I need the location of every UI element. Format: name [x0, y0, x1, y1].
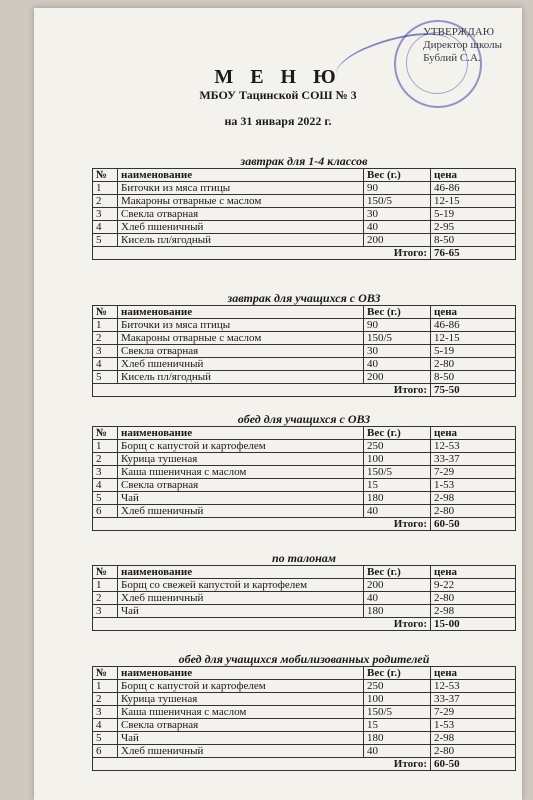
total-row: [93, 618, 516, 631]
table-row: [93, 693, 516, 706]
row-name: Кисель пл/ягодный: [118, 371, 364, 384]
row-price: 2-80: [431, 745, 516, 758]
row-weight: 200: [364, 234, 431, 247]
table-row: [93, 579, 516, 592]
row-price: 8-50: [431, 234, 516, 247]
header-price: цена: [431, 306, 516, 319]
row-num: 5: [93, 371, 118, 384]
header-num: №: [93, 169, 118, 182]
header-weight: Вес (г.): [364, 427, 431, 440]
total-value: 15-00: [431, 618, 516, 631]
row-weight: 90: [364, 182, 431, 195]
menu-table: [92, 168, 516, 260]
total-label: Итого:: [93, 518, 431, 531]
table-header-row: [93, 306, 516, 319]
section-caption: обед для учащихся мобилизованных родителей: [178, 652, 430, 666]
section-caption: завтрак для учащихся с ОВЗ: [227, 291, 381, 305]
row-num: 1: [93, 680, 118, 693]
total-value: 60-50: [431, 518, 516, 531]
row-weight: 200: [364, 579, 431, 592]
menu-section: [92, 154, 516, 260]
row-weight: 200: [364, 371, 431, 384]
section-caption: завтрак для 1-4 классов: [240, 154, 368, 168]
row-num: 2: [93, 693, 118, 706]
menu-table: [92, 426, 516, 531]
school-name: МБОУ Тацинской СОШ № 3: [199, 88, 357, 102]
row-weight: 150/5: [364, 195, 431, 208]
row-price: 7-29: [431, 466, 516, 479]
row-num: 2: [93, 592, 118, 605]
row-num: 6: [93, 505, 118, 518]
header-price: цена: [431, 667, 516, 680]
table-row: [93, 505, 516, 518]
menu-section: [92, 412, 516, 531]
row-price: 33-37: [431, 453, 516, 466]
row-price: 2-95: [431, 221, 516, 234]
row-price: 12-53: [431, 440, 516, 453]
row-name: Хлеб пшеничный: [118, 592, 364, 605]
row-weight: 180: [364, 605, 431, 618]
header-num: №: [93, 427, 118, 440]
header-name: наименование: [118, 667, 364, 680]
row-num: 4: [93, 479, 118, 492]
total-row: [93, 758, 516, 771]
table-header-row: [93, 667, 516, 680]
menu-section: [92, 291, 516, 397]
row-name: Хлеб пшеничный: [118, 221, 364, 234]
row-weight: 180: [364, 492, 431, 505]
row-weight: 40: [364, 505, 431, 518]
header-weight: Вес (г.): [364, 566, 431, 579]
row-price: 5-19: [431, 208, 516, 221]
table-row: [93, 732, 516, 745]
table-row: [93, 221, 516, 234]
row-name: Свекла отварная: [118, 208, 364, 221]
approval-block: [423, 26, 502, 65]
table-row: [93, 234, 516, 247]
table-row: [93, 453, 516, 466]
row-price: 5-19: [431, 345, 516, 358]
row-num: 5: [93, 732, 118, 745]
row-name: Свекла отварная: [118, 345, 364, 358]
header-price: цена: [431, 566, 516, 579]
row-price: 2-98: [431, 732, 516, 745]
row-price: 2-98: [431, 492, 516, 505]
row-num: 1: [93, 182, 118, 195]
table-row: [93, 332, 516, 345]
row-name: Макароны отварные с маслом: [118, 332, 364, 345]
row-price: 1-53: [431, 719, 516, 732]
row-num: 4: [93, 719, 118, 732]
row-num: 3: [93, 605, 118, 618]
row-name: Борщ с капустой и картофелем: [118, 440, 364, 453]
row-price: 7-29: [431, 706, 516, 719]
menu-table: [92, 305, 516, 397]
row-num: 3: [93, 345, 118, 358]
row-num: 5: [93, 492, 118, 505]
row-name: Каша пшеничная с маслом: [118, 706, 364, 719]
table-row: [93, 182, 516, 195]
total-label: Итого:: [93, 758, 431, 771]
total-value: 60-50: [431, 758, 516, 771]
row-price: 2-98: [431, 605, 516, 618]
menu-table: [92, 565, 516, 631]
table-row: [93, 466, 516, 479]
approval-line-1: УТВЕРЖДАЮ: [423, 26, 495, 38]
row-price: 2-80: [431, 592, 516, 605]
row-name: Чай: [118, 732, 364, 745]
table-row: [93, 706, 516, 719]
row-num: 4: [93, 221, 118, 234]
menu-section: [92, 652, 516, 771]
row-name: Макароны отварные с маслом: [118, 195, 364, 208]
row-weight: 40: [364, 221, 431, 234]
table-row: [93, 680, 516, 693]
row-weight: 40: [364, 358, 431, 371]
menu-page: [34, 8, 522, 800]
row-price: 46-86: [431, 319, 516, 332]
header-price: цена: [431, 169, 516, 182]
total-row: [93, 518, 516, 531]
total-label: Итого:: [93, 618, 431, 631]
row-num: 2: [93, 195, 118, 208]
row-name: Биточки из мяса птицы: [118, 319, 364, 332]
table-row: [93, 605, 516, 618]
menu-date: на 31 января 2022 г.: [224, 114, 332, 128]
table-row: [93, 345, 516, 358]
table-row: [93, 745, 516, 758]
table-row: [93, 719, 516, 732]
table-row: [93, 208, 516, 221]
row-price: 9-22: [431, 579, 516, 592]
row-num: 4: [93, 358, 118, 371]
header-weight: Вес (г.): [364, 667, 431, 680]
row-num: 1: [93, 319, 118, 332]
row-num: 3: [93, 706, 118, 719]
row-weight: 150/5: [364, 466, 431, 479]
row-num: 3: [93, 208, 118, 221]
table-row: [93, 440, 516, 453]
total-value: 75-50: [431, 384, 516, 397]
row-price: 8-50: [431, 371, 516, 384]
row-price: 2-80: [431, 358, 516, 371]
row-name: Курица тушеная: [118, 453, 364, 466]
header-num: №: [93, 306, 118, 319]
row-num: 6: [93, 745, 118, 758]
row-weight: 15: [364, 479, 431, 492]
row-weight: 100: [364, 693, 431, 706]
approval-line-2: Директор школы: [423, 39, 502, 51]
header-num: №: [93, 667, 118, 680]
row-name: Борщ со свежей капустой и картофелем: [118, 579, 364, 592]
header-name: наименование: [118, 566, 364, 579]
row-price: 33-37: [431, 693, 516, 706]
row-name: Свекла отварная: [118, 719, 364, 732]
row-weight: 30: [364, 208, 431, 221]
menu-title: М Е Н Ю: [214, 66, 342, 88]
table-row: [93, 358, 516, 371]
row-name: Хлеб пшеничный: [118, 358, 364, 371]
header-weight: Вес (г.): [364, 306, 431, 319]
row-name: Хлеб пшеничный: [118, 505, 364, 518]
table-row: [93, 319, 516, 332]
total-row: [93, 384, 516, 397]
row-price: 12-15: [431, 332, 516, 345]
row-num: 1: [93, 579, 118, 592]
row-price: 1-53: [431, 479, 516, 492]
approval-line-3: Бублий С.А.: [423, 52, 481, 64]
total-label: Итого:: [93, 247, 431, 260]
row-weight: 250: [364, 440, 431, 453]
row-num: 2: [93, 453, 118, 466]
row-price: 12-15: [431, 195, 516, 208]
table-row: [93, 371, 516, 384]
header-name: наименование: [118, 427, 364, 440]
row-name: Кисель пл/ягодный: [118, 234, 364, 247]
header-price: цена: [431, 427, 516, 440]
total-value: 76-65: [431, 247, 516, 260]
row-weight: 30: [364, 345, 431, 358]
row-price: 46-86: [431, 182, 516, 195]
table-row: [93, 479, 516, 492]
row-num: 2: [93, 332, 118, 345]
table-row: [93, 195, 516, 208]
row-weight: 40: [364, 745, 431, 758]
header-weight: Вес (г.): [364, 169, 431, 182]
table-header-row: [93, 169, 516, 182]
total-row: [93, 247, 516, 260]
row-weight: 100: [364, 453, 431, 466]
row-weight: 15: [364, 719, 431, 732]
row-price: 12-53: [431, 680, 516, 693]
row-num: 1: [93, 440, 118, 453]
header-name: наименование: [118, 306, 364, 319]
row-weight: 150/5: [364, 332, 431, 345]
row-weight: 180: [364, 732, 431, 745]
menu-table: [92, 666, 516, 771]
table-header-row: [93, 427, 516, 440]
row-num: 3: [93, 466, 118, 479]
table-row: [93, 592, 516, 605]
menu-section: [92, 551, 516, 631]
header-name: наименование: [118, 169, 364, 182]
row-name: Курица тушеная: [118, 693, 364, 706]
row-num: 5: [93, 234, 118, 247]
row-name: Борщ с капустой и картофелем: [118, 680, 364, 693]
section-caption: обед для учащихся с ОВЗ: [237, 412, 371, 426]
row-price: 2-80: [431, 505, 516, 518]
row-weight: 40: [364, 592, 431, 605]
row-weight: 150/5: [364, 706, 431, 719]
row-name: Хлеб пшеничный: [118, 745, 364, 758]
row-name: Каша пшеничная с маслом: [118, 466, 364, 479]
row-name: Биточки из мяса птицы: [118, 182, 364, 195]
row-weight: 90: [364, 319, 431, 332]
header-num: №: [93, 566, 118, 579]
row-weight: 250: [364, 680, 431, 693]
row-name: Чай: [118, 605, 364, 618]
row-name: Свекла отварная: [118, 479, 364, 492]
table-row: [93, 492, 516, 505]
section-caption: по талонам: [271, 551, 337, 565]
total-label: Итого:: [93, 384, 431, 397]
table-header-row: [93, 566, 516, 579]
row-name: Чай: [118, 492, 364, 505]
